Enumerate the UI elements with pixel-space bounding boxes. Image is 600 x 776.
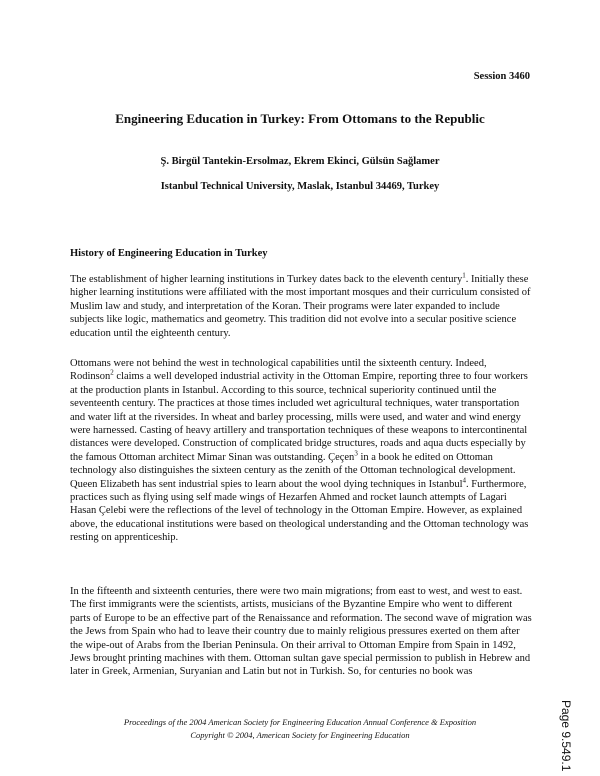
paragraph-text: The establishment of higher learning institutions in Turkey dates back to the eleventh century bbox=[70, 274, 463, 285]
paper-title: Engineering Education in Turkey: From Ottomans to the Republic bbox=[115, 111, 485, 126]
paragraph-text: . Furthermore, practices such as flying using self made wings of Hezarfen Ahmed and rocket launch attempts of Lagari Hasan Çelebi were the reflections of the level of technology in the Ottoman Empire. However, as explained above, the educational institutions were based on theological understanding and the Ottoman technology was resting on apprenticeship. bbox=[70, 478, 529, 544]
footer-proceedings: Proceedings of the 2004 American Society for Engineering Education Annual Conference & Exposition bbox=[123, 717, 477, 727]
session-number: Session 3460 bbox=[473, 71, 530, 82]
footnote-ref-4: 4 bbox=[462, 476, 466, 485]
footnote-ref-2: 2 bbox=[110, 368, 114, 377]
paragraph-text: Ottomans were not behind the west in technological capabilities until the sixteenth century. Indeed, Rodinson bbox=[70, 358, 487, 383]
section-heading: History of Engineering Education in Turkey bbox=[70, 248, 268, 259]
body-paragraph-2 bbox=[70, 357, 532, 545]
body-paragraph-1 bbox=[70, 273, 532, 340]
footnote-ref-3: 3 bbox=[354, 449, 358, 458]
paragraph-text: claims a well developed industrial activity in the Ottoman Empire, reporting three to four workers at the production plants in Istanbul. According to this source, technical superiority continued until the seventeenth century. The practices at those times included wet agricultural techniques, water transportation and water lift at the riversides. In wheat and barley processing, mills were used, and water and wind energy were harnessed. Casting of heavy artillery and transportation techniques of these weapons to intercontinental distances were developed. Construction of complicated bridge structures, roads and aqua ducts especially by the famous Ottoman architect Mimar Sinan was outstanding. Çeçen bbox=[70, 371, 528, 463]
footnote-ref-1: 1 bbox=[462, 271, 466, 280]
author-affiliation: Istanbul Technical University, Maslak, Istanbul 34469, Turkey bbox=[160, 181, 440, 192]
paragraph-text: in a book he edited on Ottoman technology also distinguishes the sixteen century as the zenith of the Ottoman technological development. Queen Elizabeth has sent industrial spies to learn about the wool dying techniques in Istanbul bbox=[70, 451, 516, 490]
page-number-stamp: Page 9.549.1 bbox=[559, 700, 573, 772]
footer-copyright: Copyright © 2004, American Society for Engineering Education bbox=[190, 730, 410, 740]
paragraph-text: . Initially these higher learning institutions were affiliated with the most important mosques and their curriculum consisted of Muslim law and study, and interpretation of the Koran. Their programs were later expanded to include subjects like logic, mathematics and geometry. This tradition did not evolve into a secular positive science education until the eighteenth century. bbox=[70, 274, 531, 339]
body-paragraph-3: In the fifteenth and sixteenth centuries, there were two main migrations; from east to west, and west to east. The first immigrants were the scientists, artists, musicians of the Byzantine Empire who went to different parts of Europe to be an effective part of the Renaissance and reformation. The second wave of migration was the Jews from Spain who had to leave their country due to mainly religious pressures exerted on them after the wipe-out of Arabs from the Iberian Peninsula. On their arrival to Ottoman Empire from Spain in 1492, Jews brought printing machines with them. Ottoman sultan gave special permission to publish in Hebrew and later in Greek, Armenian, Suryanian and Latin but not in Turkish. So, for centuries no book was bbox=[70, 586, 532, 678]
author-list: Ş. Birgül Tantekin-Ersolmaz, Ekrem Ekinci, Gülsün Sağlamer bbox=[160, 156, 440, 167]
